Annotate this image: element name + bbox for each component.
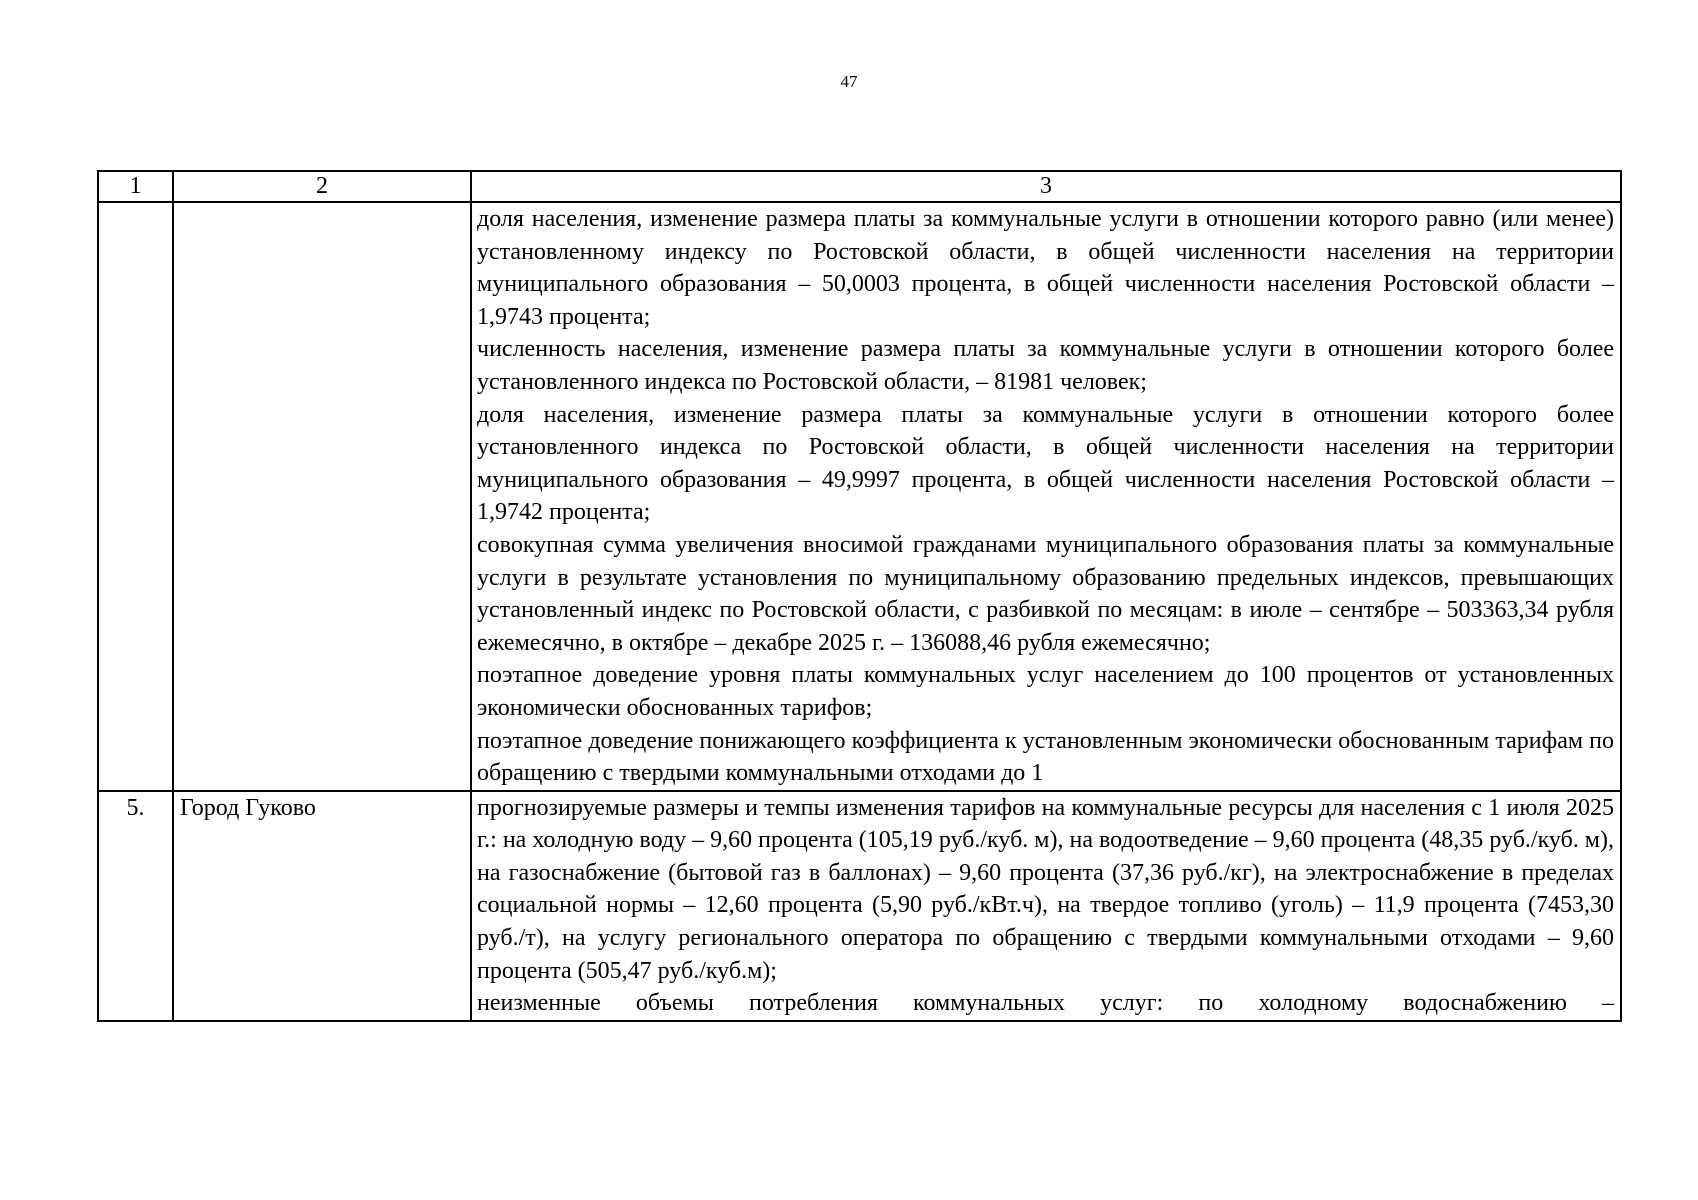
- table-row: [98, 202, 1621, 791]
- paragraph: прогнозируемые размеры и темпы изменения тарифов на коммунальные ресурсы для населения с 1 июля 2025 г.: на холодную воду – 9,60 процента (105,19 руб./куб. м), на водоотведение – 9,60 процента (48,35 руб./куб. м), на газоснабжение (бытовой газ в баллонах) – 9,60 процента (37,36 руб./кг), на электроснабжение в пределах социальной нормы – 12,60 процента (5,90 руб./кВт.ч), на твердое топливо (уголь) – 11,9 процента (7453,30 руб./т), на услугу регионального оператора по обращению с твердыми коммунальными отходами – 9,60 процента (505,47 руб./куб.м);: [477, 794, 1614, 984]
- paragraph: поэтапное доведение понижающего коэффициента к установленным экономически обоснованным тарифам по обращению с твердыми коммунальными отходами до 1: [477, 727, 1614, 787]
- row-content-cell: [471, 791, 1621, 1021]
- paragraph: доля населения, изменение размера платы за коммунальные услуги в отношении которого равно (или менее) установленному индексу по Ростовской области, в общей численности населения на территории муниципального образования – 50,0003 процента, в общей численности населения Ростовской области – 1,9743 процента;: [477, 206, 1614, 330]
- header-cell-1: 1: [98, 171, 173, 202]
- page-number: 47: [840, 72, 858, 91]
- paragraph: совокупная сумма увеличения вносимой гражданами муниципального образования платы за коммунальные услуги в результате установления по муниципальному образованию предельных индексов, превышающих установленный индекс по Ростовской области, с разбивкой по месяцам: в июле – сентябре – 503363,34 рубля ежемесячно, в октябре – декабре 2025 г. – 136088,46 рубля ежемесячно;: [477, 531, 1614, 656]
- row-name-cell: Город Гуково: [173, 791, 471, 1021]
- row-name-cell: [173, 202, 471, 791]
- paragraph: численность населения, изменение размера платы за коммунальные услуги в отношении которого более установленного индекса по Ростовской области, – 81981 человек;: [477, 336, 1614, 395]
- table-row: [98, 791, 1621, 1021]
- row-content-cell: [471, 202, 1621, 791]
- row-number-cell: [98, 202, 173, 791]
- paragraph: неизменные объемы потребления коммунальных услуг: по холодному водоснабжению –: [477, 990, 1614, 1017]
- row-number-cell: 5.: [98, 791, 173, 1021]
- table-header-row: [98, 171, 1621, 202]
- header-cell-2: 2: [173, 171, 471, 202]
- document-table: [97, 170, 1622, 1022]
- paragraph: доля населения, изменение размера платы за коммунальные услуги в отношении которого более установленного индекса по Ростовской области, в общей численности населения на территории муниципального образования – 49,9997 процента, в общей численности населения Ростовской области – 1,9742 процента;: [477, 401, 1614, 526]
- paragraph: поэтапное доведение уровня платы коммунальных услуг населением до 100 процентов от установленных экономически обоснованных тарифов;: [477, 662, 1614, 721]
- header-cell-3: 3: [471, 171, 1621, 202]
